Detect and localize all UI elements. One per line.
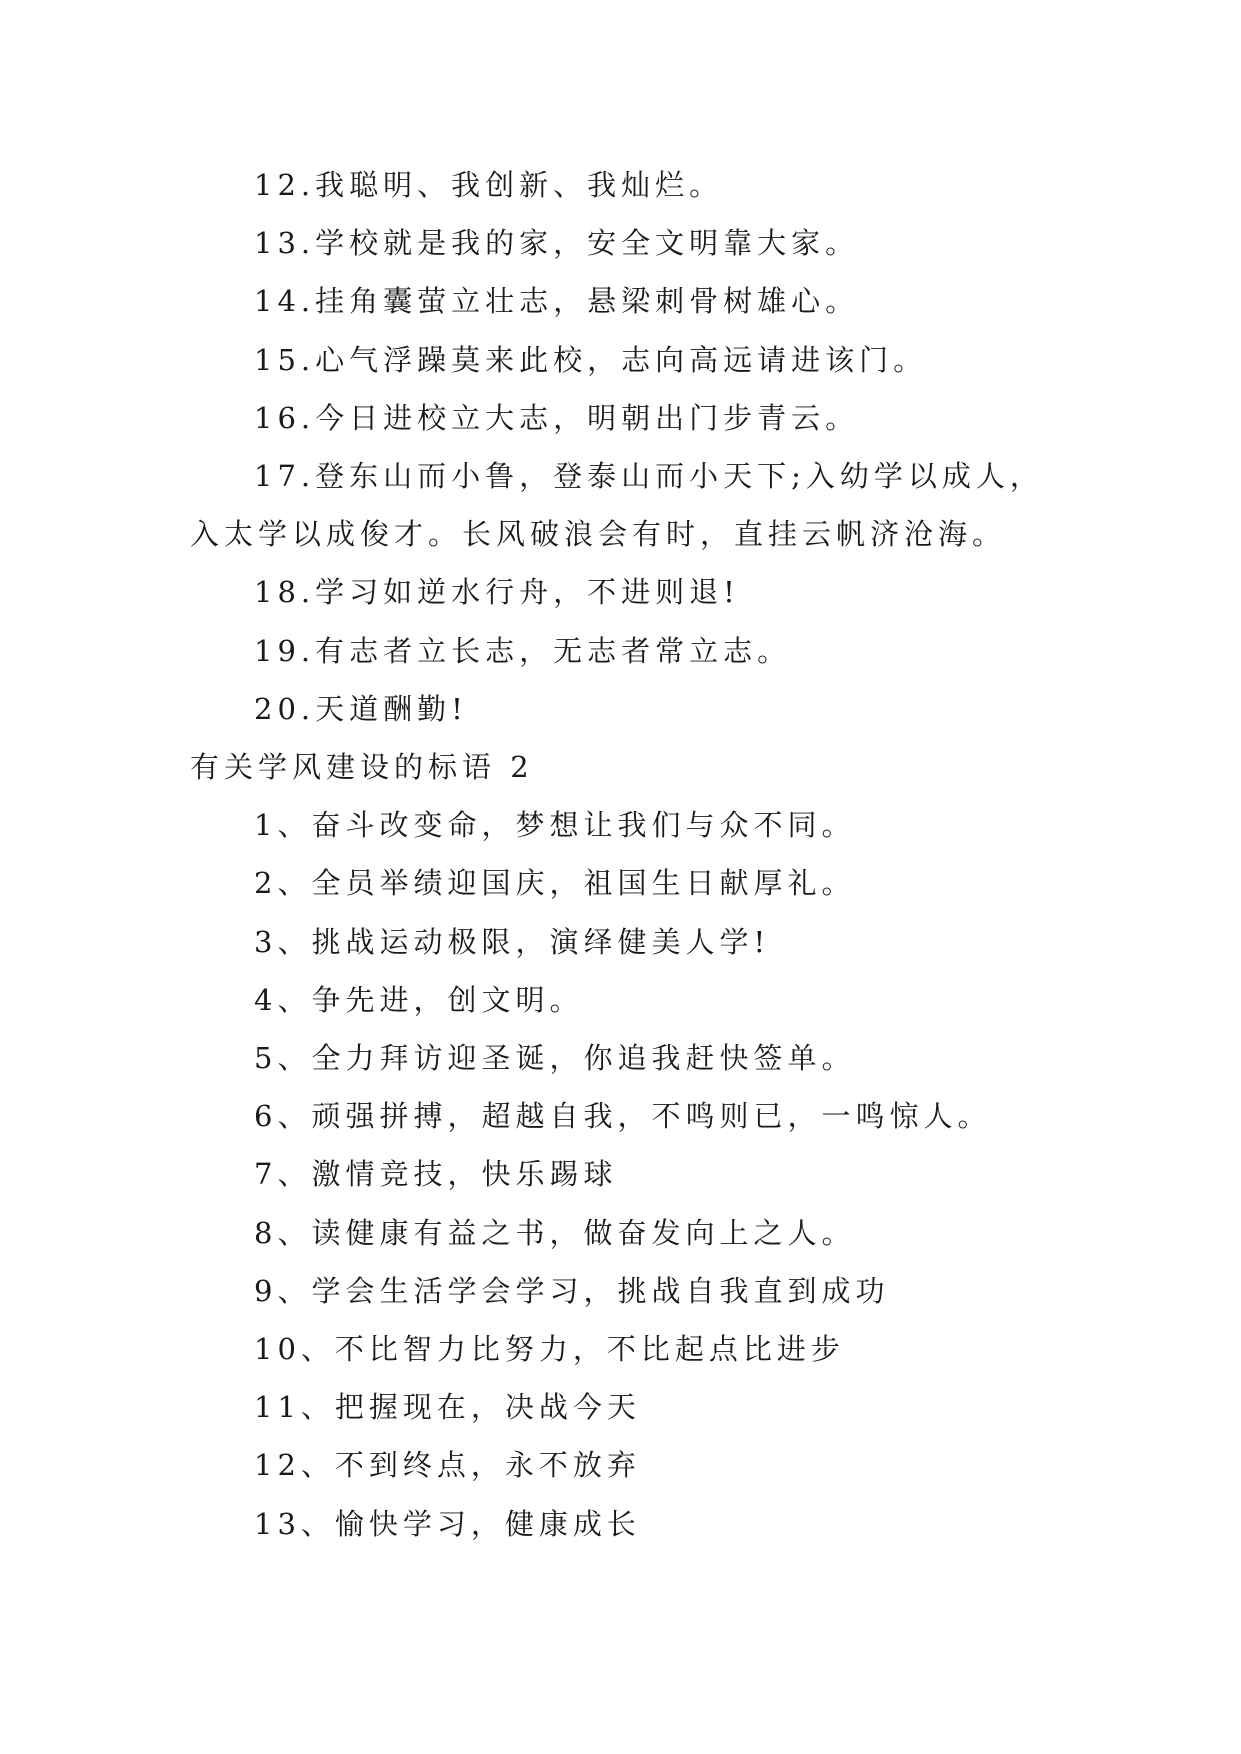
- slogan-item-18: 18.学习如逆水行舟，不进则退!: [254, 575, 740, 610]
- document-body: [190, 156, 1060, 1553]
- list-item-10: 10、不比智力比努力，不比起点比进步: [254, 1332, 845, 1367]
- list-item-7: 7、激情竞技，快乐踢球: [254, 1157, 618, 1192]
- list-item-11: 11、把握现在，决战今天: [254, 1390, 641, 1425]
- slogan-item-19: 19.有志者立长志，无志者常立志。: [254, 633, 792, 668]
- list-item-1: 1、奋斗改变命，梦想让我们与众不同。: [254, 808, 856, 843]
- list-item-3: 3、挑战运动极限，演绎健美人学!: [254, 924, 771, 959]
- list-item-9: 9、学会生活学会学习，挑战自我直到成功: [254, 1273, 890, 1308]
- slogan-item-13: 13.学校就是我的家，安全文明靠大家。: [254, 226, 860, 261]
- slogan-item-15: 15.心气浮躁莫来此校，志向高远请进该门。: [254, 342, 928, 377]
- list-item-2: 2、全员举绩迎国庆，祖国生日献厚礼。: [254, 866, 856, 901]
- slogan-item-14: 14.挂角囊萤立壮志，悬梁刺骨树雄心。: [254, 284, 860, 319]
- section-heading: 有关学风建设的标语 2: [190, 750, 534, 785]
- list-item-13: 13、愉快学习，健康成长: [254, 1506, 641, 1541]
- slogan-item-12: 12.我聪明、我创新、我灿烂。: [254, 168, 724, 202]
- slogan-item-17: 17.登东山而小鲁，登泰山而小天下;入幼学以成人，入太学以成俊才。长风破浪会有时，直挂云帆济沧海。: [190, 459, 1044, 552]
- list-item-5: 5、全力拜访迎圣诞，你追我赶快签单。: [254, 1041, 856, 1076]
- slogan-item-20: 20.天道酬勤!: [254, 691, 468, 726]
- list-item-6: 6、顽强拼搏，超越自我，不鸣则已，一鸣惊人。: [254, 1099, 992, 1134]
- list-item-8: 8、读健康有益之书，做奋发向上之人。: [254, 1215, 856, 1250]
- list-item-12: 12、不到终点，永不放弃: [254, 1448, 641, 1483]
- slogan-item-16: 16.今日进校立大志，明朝出门步青云。: [254, 400, 860, 435]
- list-item-4: 4、争先进，创文明。: [254, 982, 584, 1017]
